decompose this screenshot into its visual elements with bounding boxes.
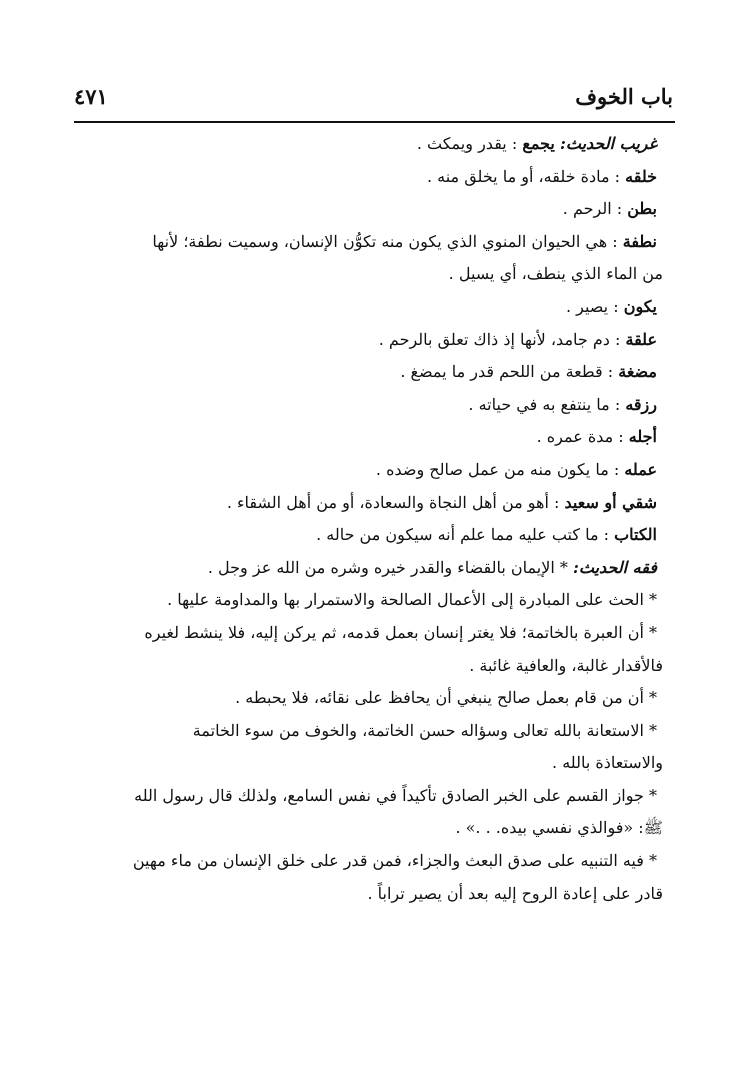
fiqh-point: * الإيمان بالقضاء والقدر خيره وشره من الله عز وجل . [207, 557, 568, 577]
fiqh-line [64, 682, 663, 715]
fiqh-point-continuation: قادر على إعادة الروح إليه بعد أن يصير تراباً . [367, 883, 663, 903]
term: أجله [628, 427, 657, 447]
definition: : دم جامد، لأنها إذ ذاك تعلق بالرحم . [378, 329, 621, 349]
definition: : يصير . [565, 296, 619, 316]
term: مضغة [618, 362, 657, 382]
fiqh-point-continuation: ﷺ: «فوالذي نفسي بيده. . .» . [455, 818, 663, 838]
gharib-line [64, 226, 663, 259]
gharib-line [64, 356, 663, 389]
fiqh-point: * فيه التنبيه على صدق البعث والجزاء، فمن قدر على خلق الإنسان من ماء مهين [132, 851, 657, 871]
definition: : ما كتب عليه مما علم أنه سيكون من حاله . [316, 525, 609, 545]
definition-continuation: من الماء الذي ينطف، أي يسيل . [448, 264, 663, 284]
term: عمله [624, 459, 657, 479]
fiqh-point: * أن من قام بعمل صالح ينبغي أن يحافظ على نقائه، فلا يحبطه . [235, 688, 657, 708]
term: خلقه [625, 166, 657, 186]
definition: : قطعة من اللحم قدر ما يمضغ . [400, 362, 614, 382]
gharib-line [64, 291, 663, 324]
header-rule [74, 121, 675, 123]
fiqh-point: * جواز القسم على الخبر الصادق تأكيداً في نفس السامع، ولذلك قال رسول الله [134, 785, 657, 805]
definition: : هي الحيوان المنوي الذي يكون منه تكوُّن الإنسان، وسميت نطفة؛ لأنها [152, 231, 618, 251]
gharib-line [64, 193, 663, 226]
definition: : مدة عمره . [536, 427, 624, 447]
gharib-line [64, 487, 663, 520]
fiqh-point: * أن العبرة بالخاتمة؛ فلا يغتر إنسان بعمل قدمه، ثم يركن إليه، فلا ينشط لغيره [144, 622, 657, 642]
fiqh-line [64, 780, 663, 813]
definition: : يقدر ويمكث . [416, 134, 518, 153]
gharib-line-continuation [64, 258, 663, 291]
gharib-line [64, 519, 663, 552]
gharib-line [64, 161, 663, 194]
page-number: ٤٧١ [74, 84, 108, 109]
chapter-title: باب الخوف [575, 84, 673, 109]
fiqh-point: * الاستعانة بالله تعالى وسؤاله حسن الخاتمة، والخوف من سوء الخاتمة [192, 720, 657, 740]
fiqh-line [64, 584, 663, 617]
page-header [74, 84, 673, 120]
term: بطن [627, 199, 657, 219]
term: يكون [623, 296, 657, 316]
definition: : ما ينتفع به في حياته . [468, 394, 621, 414]
fiqh-label: فقه الحديث: [572, 557, 657, 577]
definition: : مادة خلقه، أو ما يخلق منه . [426, 166, 621, 186]
gharib-label: غريب الحديث: [559, 134, 657, 153]
term: شقي أو سعيد [564, 492, 657, 512]
definition: : أهو من أهل النجاة والسعادة، أو من أهل الشقاء . [226, 492, 560, 512]
fiqh-point-continuation: فالأقدار غالبة، والعافية غائبة . [469, 655, 663, 675]
fiqh-line-continuation [64, 878, 663, 911]
gharib-line [64, 389, 663, 422]
fiqh-point-continuation: والاستعاذة بالله . [552, 753, 663, 773]
page-body [64, 128, 663, 910]
fiqh-line [64, 845, 663, 878]
fiqh-line [64, 617, 663, 650]
gharib-line [64, 421, 663, 454]
fiqh-line [64, 552, 663, 585]
definition: : الرحم . [562, 199, 623, 219]
gharib-line [64, 128, 663, 161]
fiqh-line-continuation [64, 812, 663, 845]
gharib-line [64, 324, 663, 357]
fiqh-line [64, 715, 663, 748]
term: نطفة [622, 231, 657, 251]
fiqh-line-continuation [64, 747, 663, 780]
term: يجمع [522, 134, 555, 153]
fiqh-line-continuation [64, 650, 663, 683]
term: الكتاب [614, 525, 657, 545]
term: علقة [625, 329, 657, 349]
gharib-line [64, 454, 663, 487]
term: رزقه [625, 394, 657, 414]
definition: : ما يكون منه من عمل صالح وضده . [375, 459, 620, 479]
fiqh-point: * الحث على المبادرة إلى الأعمال الصالحة والاستمرار بها والمداومة عليها . [167, 590, 657, 610]
